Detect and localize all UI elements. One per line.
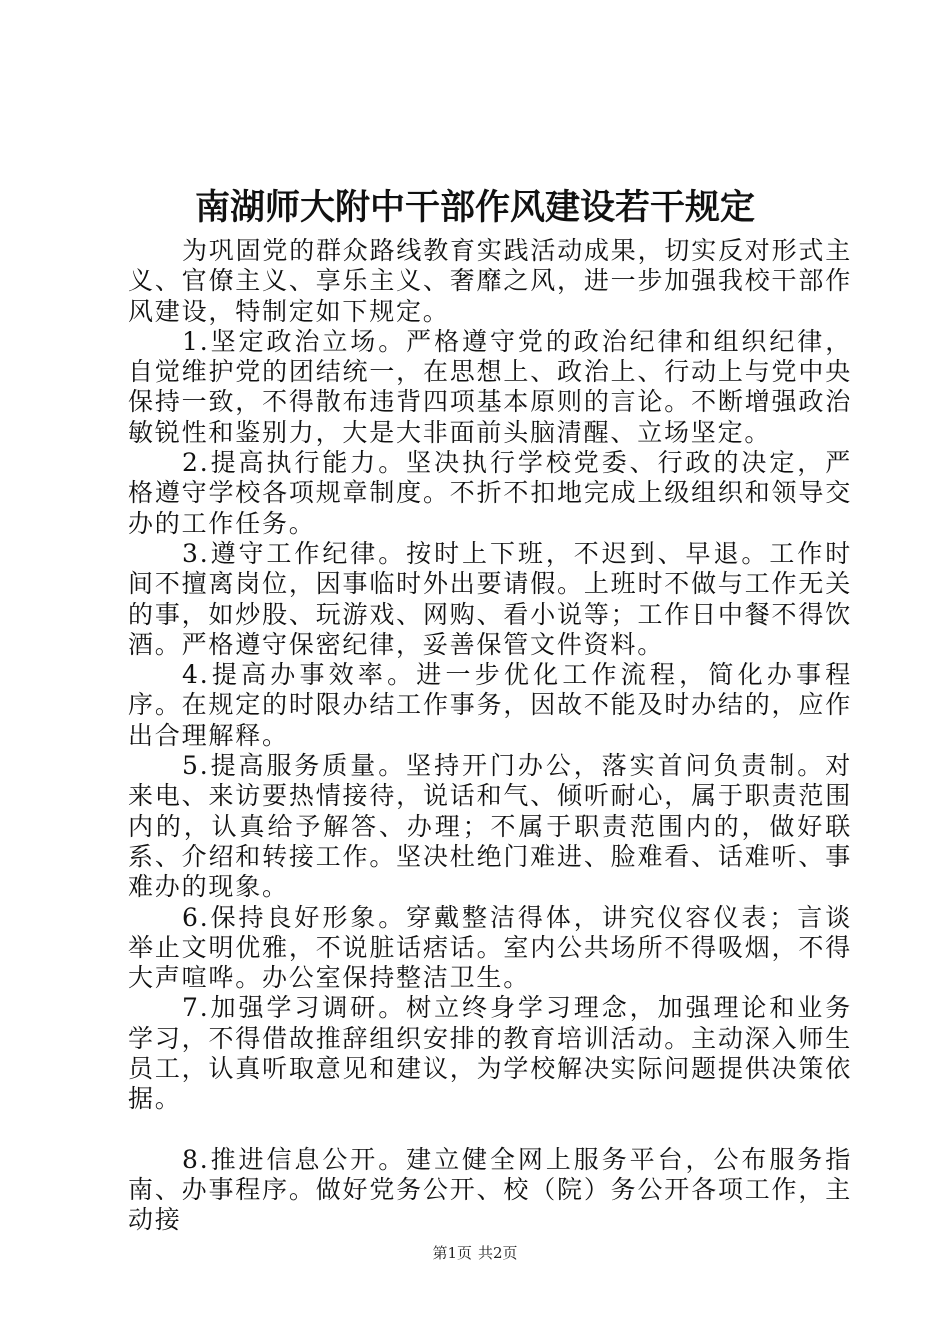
rule-5-paragraph: 5.提高服务质量。坚持开门办公，落实首问负责制。对来电、来访要热情接待，说话和气、倾听耐心，属于职责范围内的，认真给予解答、办理；不属于职责范围内的，做好联系、介绍和转接工作。坚决杜绝门难进、脸难看、话难听、事难办的现象。 bbox=[128, 751, 852, 902]
document-body bbox=[128, 236, 852, 1236]
rule-2-paragraph: 2.提高执行能力。坚决执行学校党委、行政的决定，严格遵守学校各项规章制度。不折不扣地完成上级组织和领导交办的工作任务。 bbox=[128, 448, 852, 538]
rule-3-paragraph: 3.遵守工作纪律。按时上下班，不迟到、早退。工作时间不擅离岗位，因事临时外出要请假。上班时不做与工作无关的事，如炒股、玩游戏、网购、看小说等；工作日中餐不得饮酒。严格遵守保密纪律，妥善保管文件资料。 bbox=[128, 538, 852, 659]
rule-1-paragraph: 1.坚定政治立场。严格遵守党的政治纪律和组织纪律，自觉维护党的团结统一，在思想上、政治上、行动上与党中央保持一致，不得散布违背四项基本原则的言论。不断增强政治敏锐性和鉴别力，大是大非面前头脑清醒、立场坚定。 bbox=[128, 326, 852, 447]
page-footer bbox=[0, 1243, 950, 1263]
rule-4-paragraph: 4.提高办事效率。进一步优化工作流程，简化办事程序。在规定的时限办结工作事务，因故不能及时办结的，应作出合理解释。 bbox=[128, 660, 852, 750]
intro-paragraph: 为巩固党的群众路线教育实践活动成果，切实反对形式主义、官僚主义、享乐主义、奢靡之风，进一步加强我校干部作风建设，特制定如下规定。 bbox=[128, 236, 853, 326]
rule-6-paragraph: 6.保持良好形象。穿戴整洁得体，讲究仪容仪表；言谈举止文明优雅，不说脏话痞话。室内公共场所不得吸烟，不得大声喧哗。办公室保持整洁卫生。 bbox=[128, 902, 852, 993]
rule-7-paragraph: 7.加强学习调研。树立终身学习理念，加强理论和业务学习，不得借故推辞组织安排的教育培训活动。主动深入师生员工，认真听取意见和建议，为学校解决实际问题提供决策依据。 bbox=[128, 993, 852, 1114]
document-title: 南湖师大附中干部作风建设若干规定 bbox=[194, 188, 755, 228]
rule-8-paragraph: 8.推进信息公开。建立健全网上服务平台，公布服务指南、办事程序。做好党务公开、校（院）务公开各项工作，主动接 bbox=[128, 1144, 852, 1235]
page-number: 第1页 bbox=[432, 1244, 472, 1262]
page-total: 共2页 bbox=[478, 1244, 518, 1262]
